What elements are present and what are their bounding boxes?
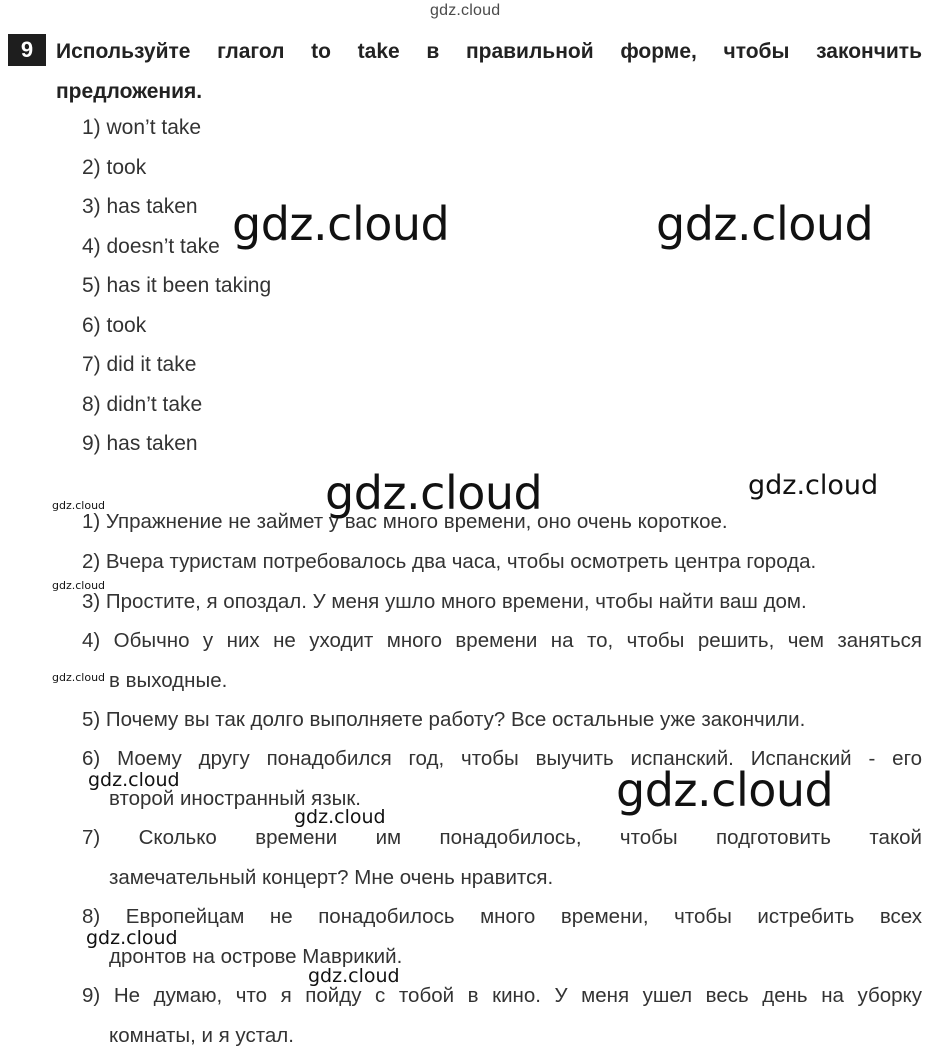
translation-line: в выходные. [109, 668, 228, 692]
translation-line: 2) Вчера туристам потребовалось два часа, чтобы осмотреть центра города. [82, 550, 817, 573]
translation-line: второй иностранный язык. [109, 786, 361, 810]
exercise-instruction: Используйте глагол to take в правильной форме, чтобы закончить предложения. [56, 40, 922, 103]
translation-line: 8) Европейцам не понадобилось много времени, чтобы истребить всех [82, 905, 922, 928]
watermark-tiny: gdz.cloud [52, 499, 106, 512]
answer-item: 8) didn’t take [82, 392, 203, 416]
translation-line: комнаты, и я устал. [109, 1023, 294, 1047]
translation-3 [82, 582, 922, 622]
translation-line: 9) Не думаю, что я пойду с тобой в кино. У меня ушел весь день на уборку [82, 984, 922, 1007]
answer-item: 2) took [82, 155, 147, 179]
translation-line: 3) Простите, я опоздал. У меня ушло много времени, чтобы найти ваш дом. [82, 590, 807, 613]
translation-line: 6) Моему другу понадобился год, чтобы выучить испанский. Испанский - его [82, 747, 922, 770]
translation-line: 5) Почему вы так долго выполняете работу? Все остальные уже закончили. [82, 708, 806, 731]
translation-5 [82, 700, 922, 740]
header-watermark: gdz.cloud [430, 2, 501, 19]
translation-line: 7) Сколько времени им понадобилось, чтобы подготовить такой [82, 826, 922, 849]
exercise-number-badge: 9 [8, 34, 46, 66]
answer-item: 7) did it take [82, 353, 197, 376]
translation-line: 4) Обычно у них не уходит много времени на то, чтобы решить, чем заняться [82, 629, 922, 652]
translation-7 [82, 818, 922, 897]
translation-4 [82, 621, 922, 700]
answer-item: 6) took [82, 313, 147, 337]
watermark-tiny: gdz.cloud [52, 671, 106, 684]
watermark-large: gdz.cloud [232, 197, 450, 251]
answer-item: 1) won’t take [82, 116, 202, 139]
watermark-small: gdz.cloud [88, 769, 180, 791]
answer-item: 4) doesn’t take [82, 234, 220, 258]
watermark-medium: gdz.cloud [748, 470, 879, 501]
translation-8 [82, 897, 922, 976]
translation-2 [82, 542, 922, 582]
translation-line: дронтов на острове Маврикий. [109, 944, 403, 968]
translation-9 [82, 976, 922, 1055]
watermark-small: gdz.cloud [294, 806, 386, 828]
answer-item: 5) has it been taking [82, 274, 272, 297]
watermark-large: gdz.cloud [656, 197, 874, 251]
watermark-large: gdz.cloud [616, 763, 834, 817]
answer-item: 3) has taken [82, 195, 198, 218]
watermark-small: gdz.cloud [86, 927, 178, 949]
answer-item: 9) has taken [82, 432, 198, 455]
translation-line: замечательный концерт? Мне очень нравится. [109, 865, 554, 889]
watermark-small: gdz.cloud [308, 965, 400, 987]
answer-list [82, 108, 271, 464]
watermark-tiny: gdz.cloud [52, 579, 106, 592]
watermark-large: gdz.cloud [325, 466, 543, 520]
translation-line: 1) Упражнение не займет у вас много времени, оно очень короткое. [82, 510, 728, 533]
